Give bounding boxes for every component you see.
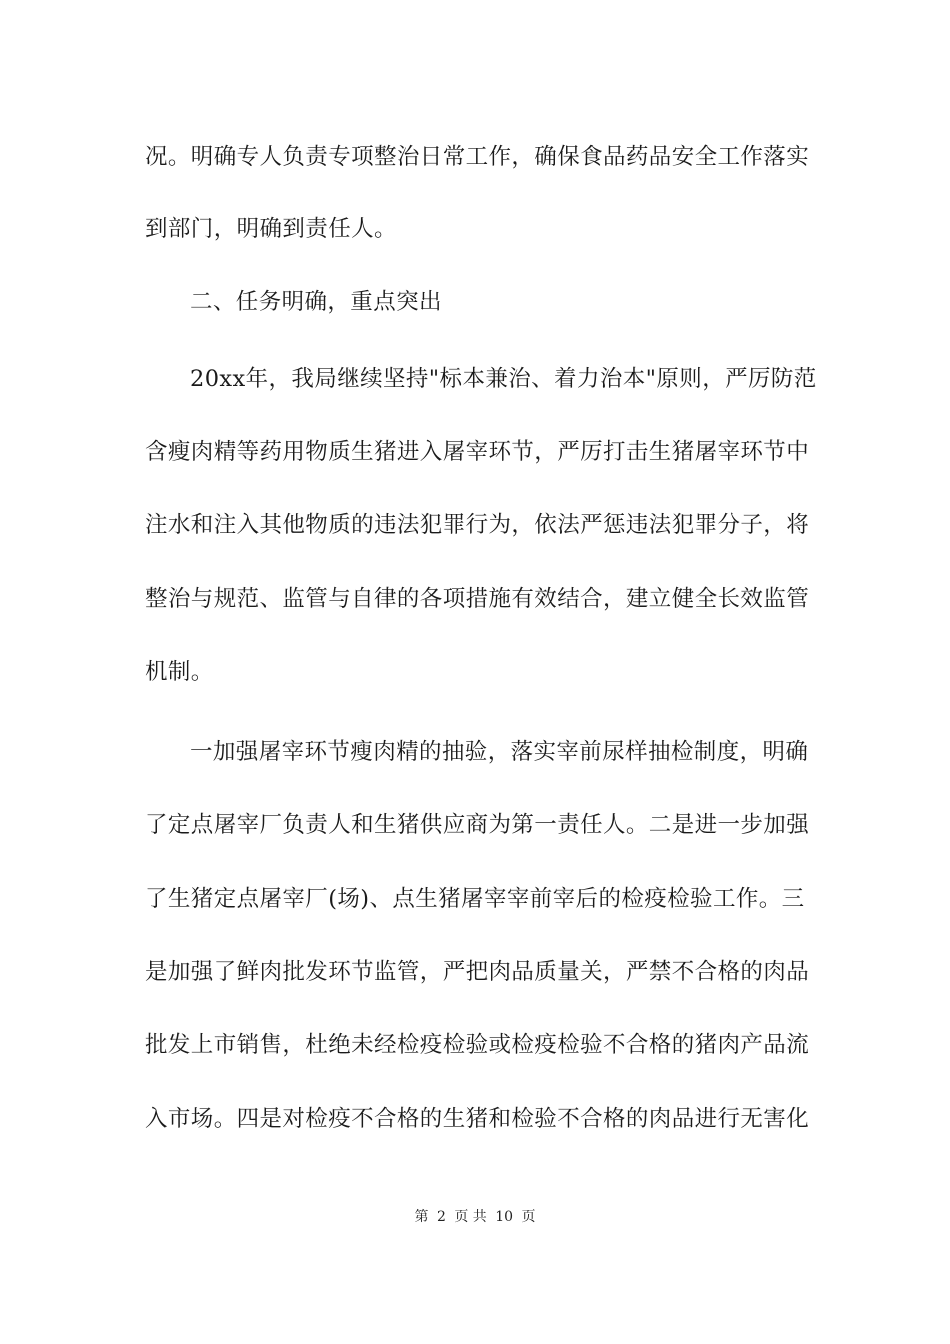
body-line: 整治与规范、监管与自律的各项措施有效结合，建立健全长效监管: [145, 586, 810, 612]
body-line: 了生猪定点屠宰厂(场)、点生猪屠宰宰前宰后的检疫检验工作。三: [145, 886, 805, 912]
body-line: 况。明确专人负责专项整治日常工作，确保食品药品安全工作落实: [145, 144, 810, 170]
body-line: 一加强屠宰环节瘦肉精的抽验，落实宰前尿样抽检制度，明确: [190, 739, 809, 765]
body-line: 到部门，明确到责任人。: [145, 216, 397, 242]
body-line: 是加强了鲜肉批发环节监管，严把肉品质量关，严禁不合格的肉品: [145, 959, 810, 985]
body-line: 入市场。四是对检疫不合格的生猪和检验不合格的肉品进行无害化: [145, 1106, 810, 1132]
footer-prefix: 第: [414, 1209, 429, 1225]
body-line: 20xx年，我局继续坚持"标本兼治、着力治本"原则，严厉防范: [190, 366, 817, 392]
body-line: 注水和注入其他物质的违法犯罪行为，依法严惩违法犯罪分子，将: [145, 512, 810, 538]
footer-suffix: 页: [521, 1209, 536, 1225]
body-line: 了定点屠宰厂负责人和生猪供应商为第一责任人。二是进一步加强: [145, 812, 810, 838]
page-footer: [0, 1207, 950, 1227]
footer-total-pages: 10: [495, 1209, 514, 1225]
footer-middle: 页 共: [454, 1209, 487, 1225]
body-line: 含瘦肉精等药用物质生猪进入屠宰环节，严厉打击生猪屠宰环节中: [145, 439, 810, 465]
section-heading: 二、任务明确，重点突出: [190, 289, 442, 315]
body-line: 批发上市销售，杜绝未经检疫检验或检疫检验不合格的猪肉产品流: [145, 1032, 810, 1058]
footer-page-number: 2: [436, 1209, 446, 1225]
body-line: 机制。: [145, 659, 214, 685]
